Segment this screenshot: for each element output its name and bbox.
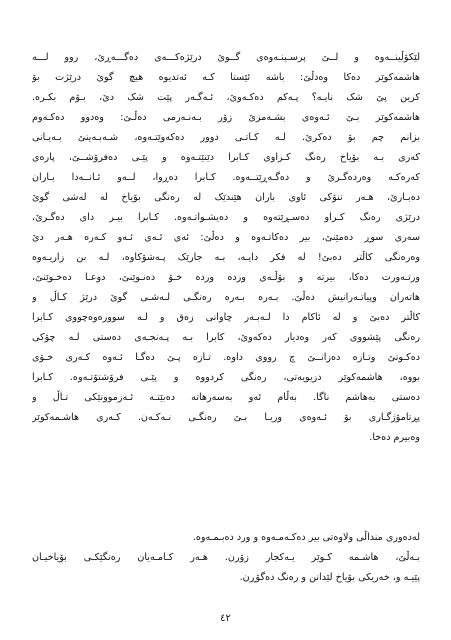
text-line: درێژی رەنگ کـراو دەسـڕێتەوە و دەیشـواتـەوە. کـابرا بیـر دای دەگـرێ، <box>32 212 420 223</box>
text-line: کرین پێ شک نایـە؟ پـەکم دەکـەوێ، ئـەگـەر پێت شک دێ، بـۆم بکـرە. <box>32 92 420 103</box>
text-line: کاڵتر دەبێ و لە ئاکام دا لـەبـەر چاوانی زەق و لـە سوورەوەچووی کـابرا <box>32 312 420 323</box>
text-line: دەکـوتێ وتـازە دەزانــێ چ رووی داوە. تـازە پـێ دەگـا ئـەوە کـەری خـۆی <box>32 352 420 363</box>
text-line: هاشمەکوێر بـێ ئـەوەی بشـەمزێ زۆر بـەنـەرمی دەڵـێ: وەدوو دەکـەوم <box>32 112 420 123</box>
text-line: وەرەنگی کاڵتر دەبێ! لە فکر دایـە، بـە جارێک پـەشۆکاوە، لـە بن زاریـەوە <box>32 252 420 263</box>
text-line: کەری بـە بۆیاخ رەنگ کـراوی کـابرا دێنێتـەوە و پێـی دەفرۆشــێ، پارەی <box>32 152 420 163</box>
page-number: ٤٢ <box>220 613 231 624</box>
text-line: بووە، هاشمەکوێر دزیویەتی، رەنگی کردووە و پێـی فرۆشتۆتـەوە. کـابرا <box>32 372 420 383</box>
text-line: بزانم چم بۆ دەکرێ. لـە کـاتـی دوور دەکەوێتـەوە، شـەبـەینێ بـەیـانی <box>32 132 420 143</box>
paragraph-closing <box>32 528 420 588</box>
text-line: ورتـەورت دەکا، بیرتە و بۆڵـەی وردە وردە خـۆ دەنـوێنێ، دوعـا دەخـوێنێ، <box>32 272 420 283</box>
text-line: لێکۆڵینــەوە و لــێ پرسـینـەوەی گــوێ درێژەکـــەی دەگـــەڕێ، روو لـــە <box>32 52 420 63</box>
text-line: پڕتامۆژگـاری بۆ ئـەوەی وریـا بـێ رەنگـی نـەکـەن. کـەری هاشـمەکوێر <box>32 412 420 423</box>
text-line: دەبـارێ، هـەر تنۆکی ئاوی باران هێندێک لە رەنگی بۆیاخ لە لەشی گوێ <box>32 192 420 203</box>
text-line: سەری سوڕ دەمێنێ، بیر دەکاتـەوە و دەڵێ: ئەی ئـەی ئـەو کـەرە هـەر دێ <box>32 232 420 243</box>
text-line: وەبیرم دەخا. <box>369 432 420 443</box>
text-line: کەرەکـە وەردەگـرێ و دەگـەڕێتــەوە. کـابرا دەڕوا، لــەو ئـانــەدا بـاران <box>32 172 420 183</box>
text-line: رەنگی پێشووی کەر وەدیار دەکەوێ، کابرا بـە پـەنجـەی دەستی لـە چۆکی <box>32 332 420 343</box>
text-line: دەستی بەهاشم ناگا. بەڵام ئەو بەسەرهاتە دەبێتـە ئـەزموونێکی تـاڵ و <box>32 392 420 403</box>
text-line: هاتەران وپیاتـەرانیش دەڵێ. بـەرە بـەرە رەنگـی لـەشـی گوێ درێژ کـاڵ و <box>32 292 420 303</box>
text-line: پێیـە و، خەریکی بۆیاخ لێدانن و رەنگ دەگۆڕن. <box>239 572 420 583</box>
text-line: بـەڵێ، هاشـمە کـوێر یـەکجار زۆرن. هـەر کـامـەیان رەنگێکـی بۆیاخیـان <box>32 552 420 563</box>
text-line: هاشمەکوێر دەکا وەدڵێ: باشە ئێستا کـە ئەتدیوە هیچ گوێ درێژت بۆ <box>32 72 420 83</box>
paragraph-main <box>32 48 420 448</box>
text-line: لەدەوری منداڵی ولاوەتی بیر دەکـەمـەوە و ورد دەبـمـەوە. <box>192 532 420 543</box>
